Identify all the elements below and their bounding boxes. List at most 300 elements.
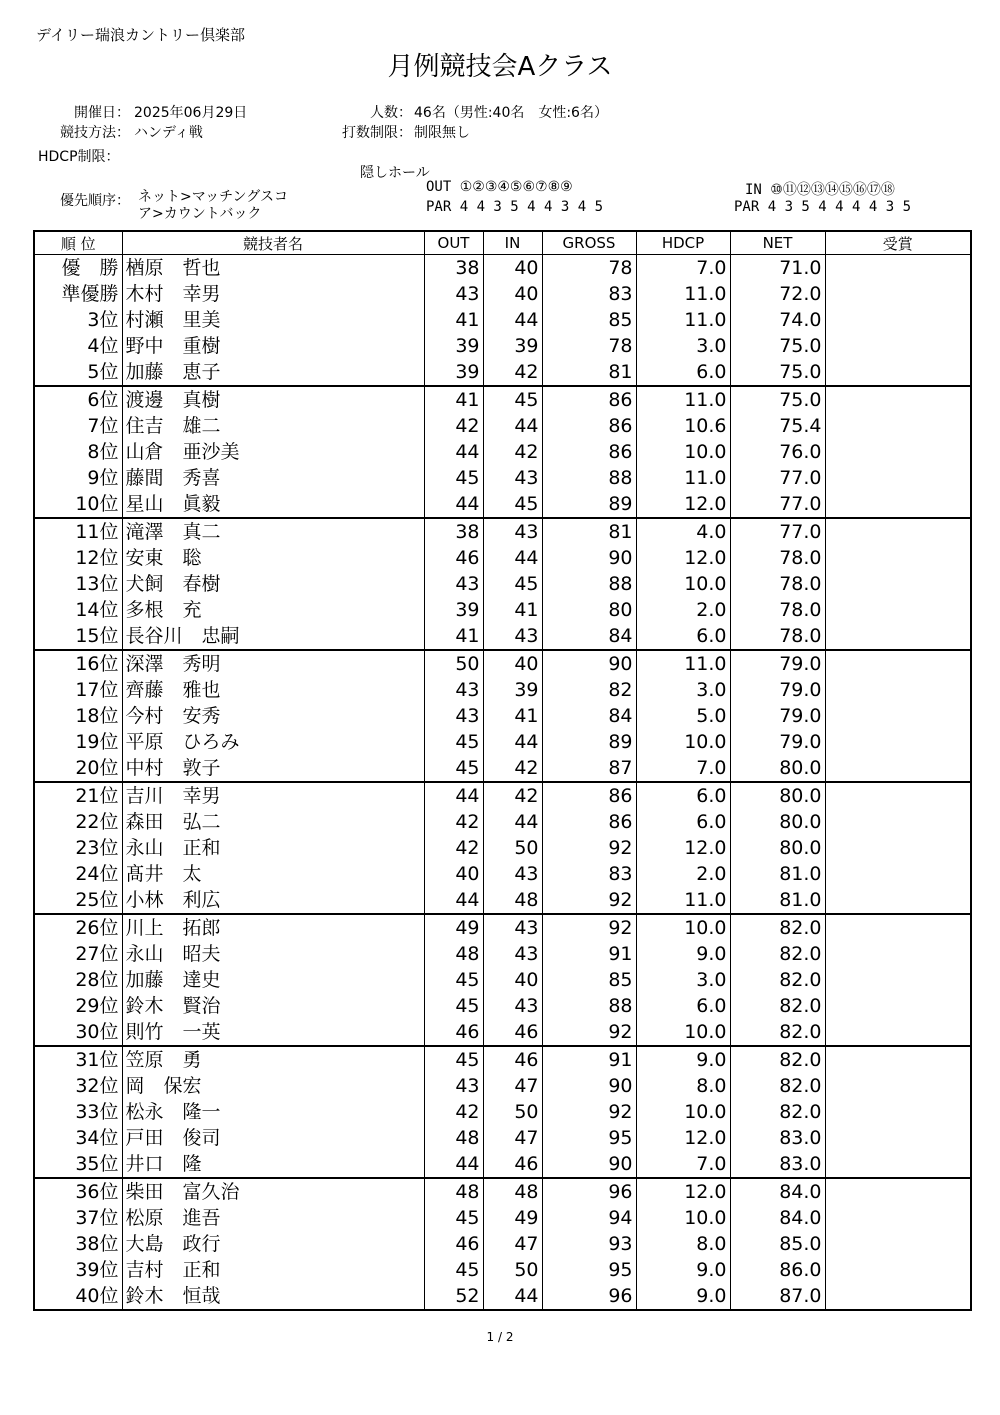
award-cell (825, 993, 971, 1019)
hdcp-cell: 10.0 (636, 1205, 730, 1231)
rank-cell: 9位 (34, 465, 122, 491)
in-cell: 50 (483, 1099, 542, 1125)
rank-cell: 22位 (34, 809, 122, 835)
in-cell: 46 (483, 1019, 542, 1046)
rank-cell: 27位 (34, 941, 122, 967)
results-table (33, 230, 972, 1311)
net-cell: 81.0 (730, 861, 825, 887)
hdcp-cell: 11.0 (636, 281, 730, 307)
rank-cell: 12位 (34, 545, 122, 571)
priority-label: 優先順序： (60, 193, 130, 209)
rank-cell: 6位 (34, 386, 122, 413)
name-cell: 安東 聡 (122, 545, 424, 571)
table-row (34, 1019, 971, 1046)
hdcp-cell: 6.0 (636, 782, 730, 809)
name-cell: 加藤 恵子 (122, 359, 424, 386)
hdcp-cell: 11.0 (636, 887, 730, 914)
table-row (34, 650, 971, 677)
name-cell: 髙井 太 (122, 861, 424, 887)
out-cell: 45 (424, 1257, 483, 1283)
rank-cell: 25位 (34, 887, 122, 914)
out-cell: 45 (424, 1046, 483, 1073)
hdcp-limit-label: HDCP制限： (38, 149, 120, 165)
net-cell: 82.0 (730, 914, 825, 941)
hdcp-cell: 7.0 (636, 1151, 730, 1178)
header-name: 競技者名 (122, 231, 424, 255)
table-row (34, 677, 971, 703)
in-cell: 44 (483, 809, 542, 835)
gross-cell: 81 (542, 518, 636, 545)
table-row (34, 439, 971, 465)
net-cell: 75.4 (730, 413, 825, 439)
award-cell (825, 1151, 971, 1178)
award-cell (825, 413, 971, 439)
gross-cell: 86 (542, 809, 636, 835)
award-cell (825, 1178, 971, 1205)
award-cell (825, 1099, 971, 1125)
net-cell: 82.0 (730, 1073, 825, 1099)
hidden-holes-label: 隠しホール (360, 165, 430, 181)
gross-cell: 90 (542, 1073, 636, 1099)
gross-cell: 96 (542, 1178, 636, 1205)
name-cell: 戸田 俊司 (122, 1125, 424, 1151)
hdcp-cell: 11.0 (636, 307, 730, 333)
net-cell: 82.0 (730, 967, 825, 993)
gross-cell: 81 (542, 359, 636, 386)
table-row (34, 518, 971, 545)
out-cell: 45 (424, 967, 483, 993)
table-row (34, 1099, 971, 1125)
hdcp-cell: 12.0 (636, 1125, 730, 1151)
in-cell: 46 (483, 1151, 542, 1178)
name-cell: 多根 充 (122, 597, 424, 623)
out-cell: 43 (424, 677, 483, 703)
out-cell: 46 (424, 1231, 483, 1257)
header-in: IN (483, 231, 542, 255)
table-row (34, 1178, 971, 1205)
table-row (34, 703, 971, 729)
table-row (34, 1073, 971, 1099)
club-name: デイリー瑞浪カントリー倶楽部 (36, 26, 245, 44)
gross-cell: 80 (542, 597, 636, 623)
header-rank: 順 位 (34, 231, 122, 255)
net-cell: 84.0 (730, 1205, 825, 1231)
out-par: PAR 4 4 3 5 4 4 3 4 5 (426, 199, 604, 215)
out-cell: 41 (424, 307, 483, 333)
net-cell: 83.0 (730, 1151, 825, 1178)
name-cell: 小林 利広 (122, 887, 424, 914)
header-award: 受賞 (825, 231, 971, 255)
gross-cell: 87 (542, 755, 636, 782)
award-cell (825, 755, 971, 782)
name-cell: 村瀬 里美 (122, 307, 424, 333)
out-holes: OUT ①②③④⑤⑥⑦⑧⑨ (426, 179, 573, 195)
in-cell: 42 (483, 439, 542, 465)
gross-cell: 92 (542, 914, 636, 941)
award-cell (825, 1205, 971, 1231)
rank-cell: 30位 (34, 1019, 122, 1046)
table-row (34, 307, 971, 333)
stroke-limit-label: 打数制限： (342, 125, 412, 141)
rank-cell: 21位 (34, 782, 122, 809)
award-cell (825, 281, 971, 307)
rank-cell: 33位 (34, 1099, 122, 1125)
rank-cell: 38位 (34, 1231, 122, 1257)
award-cell (825, 307, 971, 333)
name-cell: 吉村 正和 (122, 1257, 424, 1283)
net-cell: 82.0 (730, 1099, 825, 1125)
out-cell: 44 (424, 887, 483, 914)
hdcp-cell: 9.0 (636, 1283, 730, 1310)
in-holes: IN ⑩⑪⑫⑬⑭⑮⑯⑰⑱ (745, 182, 895, 198)
rank-cell: 10位 (34, 491, 122, 518)
net-cell: 82.0 (730, 1046, 825, 1073)
table-row (34, 1151, 971, 1178)
out-cell: 42 (424, 809, 483, 835)
in-cell: 46 (483, 1046, 542, 1073)
table-row (34, 993, 971, 1019)
in-cell: 42 (483, 782, 542, 809)
in-cell: 39 (483, 677, 542, 703)
in-cell: 44 (483, 545, 542, 571)
net-cell: 78.0 (730, 545, 825, 571)
net-cell: 82.0 (730, 1019, 825, 1046)
gross-cell: 92 (542, 1019, 636, 1046)
table-row (34, 281, 971, 307)
net-cell: 80.0 (730, 835, 825, 861)
in-cell: 39 (483, 333, 542, 359)
table-row (34, 914, 971, 941)
net-cell: 79.0 (730, 650, 825, 677)
out-cell: 39 (424, 333, 483, 359)
hdcp-cell: 6.0 (636, 993, 730, 1019)
hdcp-cell: 7.0 (636, 755, 730, 782)
name-cell: 深澤 秀明 (122, 650, 424, 677)
name-cell: 松永 隆一 (122, 1099, 424, 1125)
out-cell: 38 (424, 518, 483, 545)
gross-cell: 86 (542, 413, 636, 439)
hdcp-cell: 12.0 (636, 835, 730, 861)
gross-cell: 85 (542, 307, 636, 333)
header-hdcp: HDCP (636, 231, 730, 255)
table-row (34, 465, 971, 491)
in-cell: 43 (483, 941, 542, 967)
table-row (34, 255, 971, 282)
in-cell: 50 (483, 1257, 542, 1283)
name-cell: 岡 保宏 (122, 1073, 424, 1099)
hdcp-cell: 12.0 (636, 1178, 730, 1205)
net-cell: 74.0 (730, 307, 825, 333)
gross-cell: 86 (542, 386, 636, 413)
hdcp-cell: 3.0 (636, 967, 730, 993)
name-cell: 滝澤 真二 (122, 518, 424, 545)
method-value: ハンディ戦 (134, 125, 203, 141)
award-cell (825, 465, 971, 491)
out-cell: 48 (424, 1178, 483, 1205)
rank-cell: 準優勝 (34, 281, 122, 307)
name-cell: 鈴木 賢治 (122, 993, 424, 1019)
gross-cell: 86 (542, 439, 636, 465)
date-label: 開催日： (74, 105, 130, 121)
award-cell (825, 333, 971, 359)
table-row (34, 1125, 971, 1151)
out-cell: 45 (424, 1205, 483, 1231)
in-cell: 43 (483, 518, 542, 545)
out-cell: 45 (424, 755, 483, 782)
table-row (34, 1205, 971, 1231)
rank-cell: 32位 (34, 1073, 122, 1099)
out-cell: 42 (424, 835, 483, 861)
award-cell (825, 1046, 971, 1073)
rank-cell: 40位 (34, 1283, 122, 1310)
out-cell: 46 (424, 1019, 483, 1046)
rank-cell: 18位 (34, 703, 122, 729)
in-cell: 43 (483, 623, 542, 650)
award-cell (825, 650, 971, 677)
name-cell: 楢原 哲也 (122, 255, 424, 282)
hdcp-cell: 12.0 (636, 545, 730, 571)
rank-cell: 7位 (34, 413, 122, 439)
net-cell: 80.0 (730, 782, 825, 809)
priority-line2: ア>カウントバック (138, 206, 262, 222)
header-gross: GROSS (542, 231, 636, 255)
table-row (34, 359, 971, 386)
hdcp-cell: 9.0 (636, 1257, 730, 1283)
rank-cell: 14位 (34, 597, 122, 623)
award-cell (825, 914, 971, 941)
hdcp-cell: 11.0 (636, 386, 730, 413)
hdcp-cell: 2.0 (636, 597, 730, 623)
rank-cell: 4位 (34, 333, 122, 359)
gross-cell: 85 (542, 967, 636, 993)
rank-cell: 5位 (34, 359, 122, 386)
stroke-limit-value: 制限無し (414, 125, 470, 141)
gross-cell: 83 (542, 861, 636, 887)
table-row (34, 941, 971, 967)
award-cell (825, 861, 971, 887)
net-cell: 77.0 (730, 465, 825, 491)
name-cell: 松原 進吾 (122, 1205, 424, 1231)
in-cell: 41 (483, 597, 542, 623)
out-cell: 44 (424, 439, 483, 465)
gross-cell: 91 (542, 941, 636, 967)
net-cell: 82.0 (730, 993, 825, 1019)
out-cell: 41 (424, 386, 483, 413)
gross-cell: 89 (542, 491, 636, 518)
net-cell: 75.0 (730, 386, 825, 413)
in-cell: 40 (483, 967, 542, 993)
out-cell: 46 (424, 545, 483, 571)
hdcp-cell: 9.0 (636, 1046, 730, 1073)
gross-cell: 95 (542, 1257, 636, 1283)
out-cell: 44 (424, 1151, 483, 1178)
hdcp-cell: 6.0 (636, 359, 730, 386)
in-cell: 45 (483, 571, 542, 597)
name-cell: 長谷川 忠嗣 (122, 623, 424, 650)
gross-cell: 92 (542, 1099, 636, 1125)
in-cell: 44 (483, 413, 542, 439)
in-cell: 42 (483, 755, 542, 782)
in-cell: 41 (483, 703, 542, 729)
name-cell: 笠原 勇 (122, 1046, 424, 1073)
name-cell: 犬飼 春樹 (122, 571, 424, 597)
out-cell: 44 (424, 782, 483, 809)
name-cell: 大島 政行 (122, 1231, 424, 1257)
in-cell: 49 (483, 1205, 542, 1231)
award-cell (825, 1019, 971, 1046)
table-row (34, 1283, 971, 1310)
table-row (34, 413, 971, 439)
in-cell: 47 (483, 1125, 542, 1151)
name-cell: 川上 拓郎 (122, 914, 424, 941)
table-row (34, 835, 971, 861)
name-cell: 山倉 亜沙美 (122, 439, 424, 465)
net-cell: 78.0 (730, 571, 825, 597)
rank-cell: 20位 (34, 755, 122, 782)
name-cell: 平原 ひろみ (122, 729, 424, 755)
award-cell (825, 835, 971, 861)
page-title: 月例競技会Aクラス (387, 52, 613, 82)
name-cell: 鈴木 恒哉 (122, 1283, 424, 1310)
in-cell: 43 (483, 993, 542, 1019)
in-cell: 40 (483, 255, 542, 282)
in-cell: 40 (483, 650, 542, 677)
award-cell (825, 571, 971, 597)
in-cell: 47 (483, 1073, 542, 1099)
table-row (34, 967, 971, 993)
award-cell (825, 809, 971, 835)
out-cell: 48 (424, 1125, 483, 1151)
rank-cell: 優 勝 (34, 255, 122, 282)
hdcp-cell: 11.0 (636, 465, 730, 491)
award-cell (825, 703, 971, 729)
award-cell (825, 967, 971, 993)
award-cell (825, 782, 971, 809)
rank-cell: 36位 (34, 1178, 122, 1205)
award-cell (825, 1231, 971, 1257)
hdcp-cell: 6.0 (636, 809, 730, 835)
table-header-row (34, 231, 971, 255)
hdcp-cell: 10.0 (636, 571, 730, 597)
in-cell: 45 (483, 491, 542, 518)
in-cell: 40 (483, 281, 542, 307)
hdcp-cell: 10.0 (636, 729, 730, 755)
hdcp-cell: 3.0 (636, 333, 730, 359)
date-value: 2025年06月29日 (134, 105, 248, 121)
gross-cell: 90 (542, 545, 636, 571)
priority-line1: ネット>マッチングスコ (138, 189, 289, 205)
out-cell: 52 (424, 1283, 483, 1310)
participants-label: 人数： (370, 105, 412, 121)
out-cell: 42 (424, 413, 483, 439)
hdcp-cell: 10.0 (636, 914, 730, 941)
in-cell: 44 (483, 307, 542, 333)
net-cell: 76.0 (730, 439, 825, 465)
net-cell: 86.0 (730, 1257, 825, 1283)
rank-cell: 35位 (34, 1151, 122, 1178)
award-cell (825, 729, 971, 755)
rank-cell: 15位 (34, 623, 122, 650)
out-cell: 41 (424, 623, 483, 650)
table-row (34, 755, 971, 782)
gross-cell: 92 (542, 835, 636, 861)
in-cell: 48 (483, 887, 542, 914)
gross-cell: 94 (542, 1205, 636, 1231)
award-cell (825, 677, 971, 703)
award-cell (825, 255, 971, 282)
name-cell: 吉川 幸男 (122, 782, 424, 809)
in-cell: 45 (483, 386, 542, 413)
rank-cell: 8位 (34, 439, 122, 465)
rank-cell: 37位 (34, 1205, 122, 1231)
rank-cell: 39位 (34, 1257, 122, 1283)
out-cell: 39 (424, 597, 483, 623)
rank-cell: 28位 (34, 967, 122, 993)
out-cell: 43 (424, 703, 483, 729)
hdcp-cell: 10.0 (636, 1099, 730, 1125)
in-cell: 48 (483, 1178, 542, 1205)
gross-cell: 86 (542, 782, 636, 809)
net-cell: 79.0 (730, 729, 825, 755)
table-row (34, 623, 971, 650)
out-cell: 49 (424, 914, 483, 941)
in-cell: 44 (483, 1283, 542, 1310)
out-cell: 45 (424, 729, 483, 755)
net-cell: 87.0 (730, 1283, 825, 1310)
net-cell: 84.0 (730, 1178, 825, 1205)
table-row (34, 1257, 971, 1283)
hdcp-cell: 11.0 (636, 650, 730, 677)
award-cell (825, 545, 971, 571)
out-cell: 38 (424, 255, 483, 282)
gross-cell: 89 (542, 729, 636, 755)
net-cell: 82.0 (730, 941, 825, 967)
hdcp-cell: 10.6 (636, 413, 730, 439)
table-row (34, 386, 971, 413)
out-cell: 43 (424, 281, 483, 307)
hdcp-cell: 10.0 (636, 439, 730, 465)
award-cell (825, 887, 971, 914)
in-cell: 44 (483, 729, 542, 755)
rank-cell: 13位 (34, 571, 122, 597)
in-cell: 47 (483, 1231, 542, 1257)
out-cell: 43 (424, 571, 483, 597)
table-row (34, 597, 971, 623)
award-cell (825, 1125, 971, 1151)
in-cell: 42 (483, 359, 542, 386)
gross-cell: 88 (542, 571, 636, 597)
net-cell: 75.0 (730, 333, 825, 359)
hdcp-cell: 3.0 (636, 677, 730, 703)
name-cell: 野中 重樹 (122, 333, 424, 359)
gross-cell: 90 (542, 650, 636, 677)
award-cell (825, 623, 971, 650)
net-cell: 79.0 (730, 677, 825, 703)
table-row (34, 491, 971, 518)
net-cell: 81.0 (730, 887, 825, 914)
gross-cell: 88 (542, 993, 636, 1019)
hdcp-cell: 5.0 (636, 703, 730, 729)
in-cell: 43 (483, 465, 542, 491)
rank-cell: 24位 (34, 861, 122, 887)
hdcp-cell: 2.0 (636, 861, 730, 887)
out-cell: 43 (424, 1073, 483, 1099)
name-cell: 森田 弘二 (122, 809, 424, 835)
rank-cell: 16位 (34, 650, 122, 677)
method-label: 競技方法： (60, 125, 130, 141)
out-cell: 45 (424, 465, 483, 491)
rank-cell: 31位 (34, 1046, 122, 1073)
